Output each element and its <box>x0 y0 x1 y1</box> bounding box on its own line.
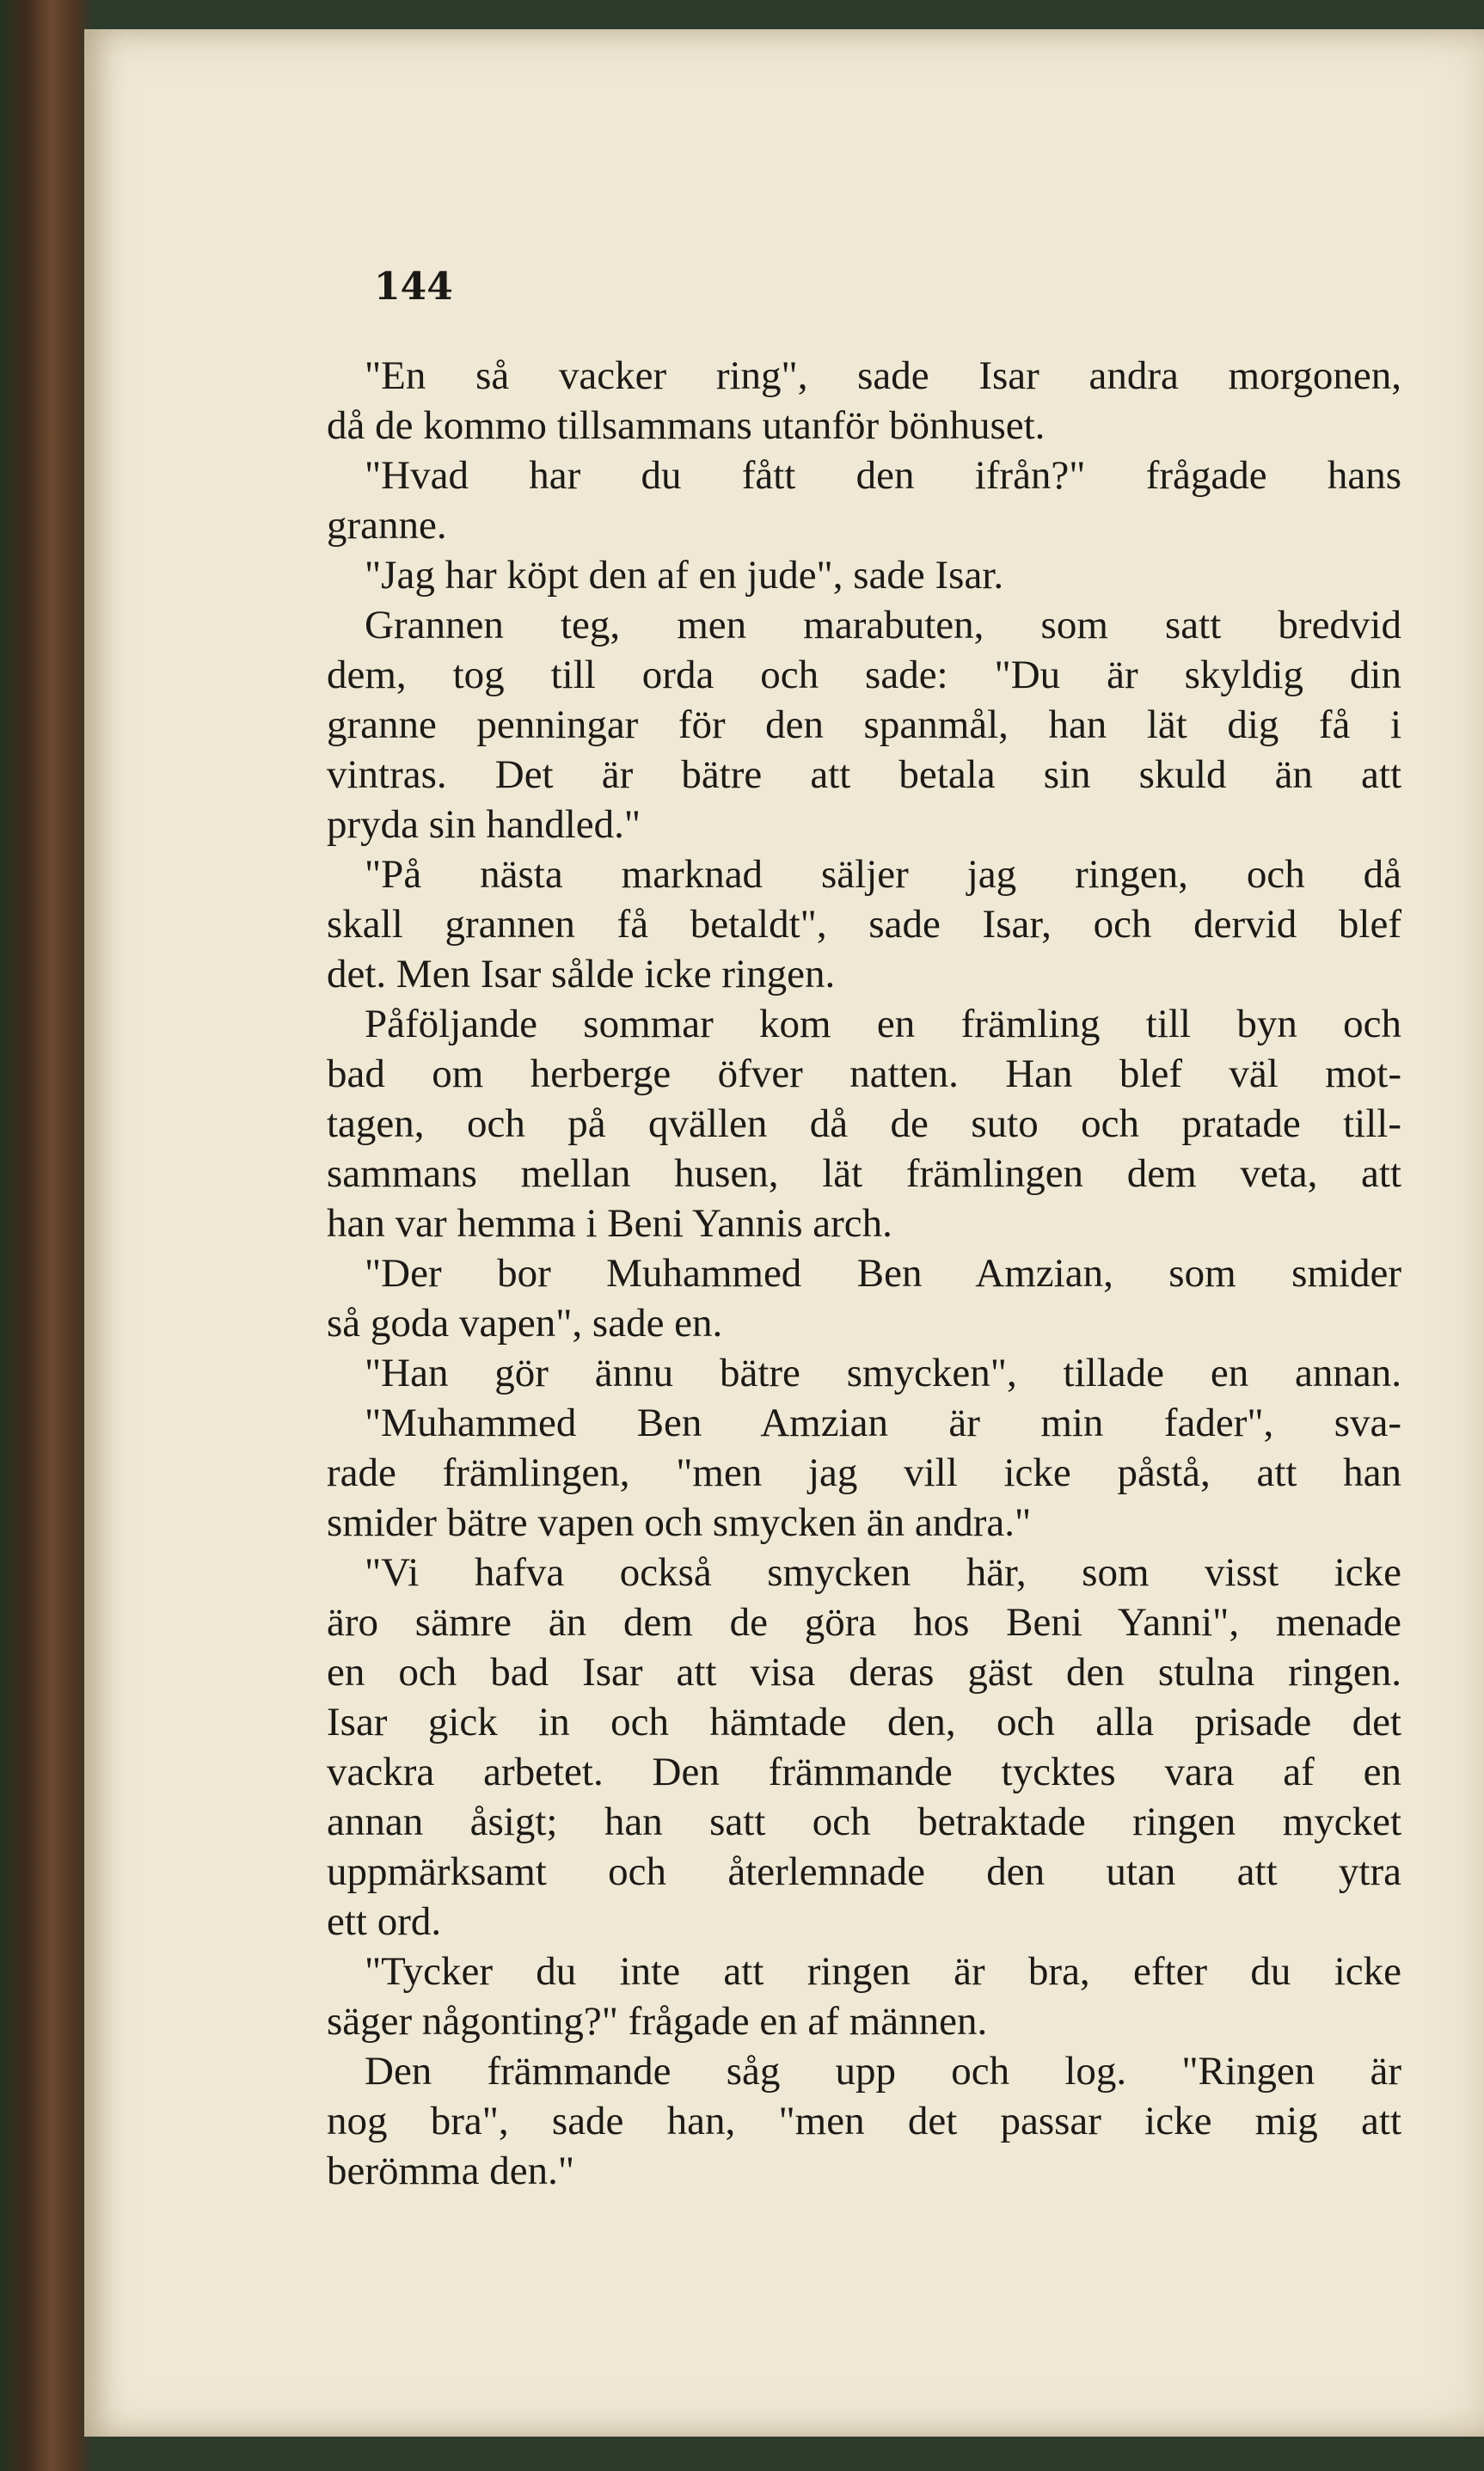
text-line: skall grannen få betaldt", sade Isar, och dervid blef <box>327 902 1401 947</box>
text-line: en och bad Isar att visa deras gäst den stulna ringen. <box>327 1650 1401 1695</box>
text-line: "Han gör ännu bätre smycken", tillade en annan. <box>365 1351 1401 1395</box>
text-line: ett ord. <box>327 1899 442 1944</box>
text-line: Den främmande såg upp och log. "Ringen är <box>365 2049 1401 2094</box>
text-line: tagen, och på qvällen då de suto och pratade till- <box>327 1101 1401 1146</box>
text-line: uppmärksamt och återlemnade den utan att ytra <box>327 1849 1401 1894</box>
page-number: 144 <box>374 265 453 309</box>
text-line: det. Men Isar sålde icke ringen. <box>327 952 836 996</box>
text-line: äro sämre än dem de göra hos Beni Yanni", menade <box>327 1600 1401 1645</box>
text-line: granne. <box>327 503 447 548</box>
text-line: "Vi hafva också smycken här, som visst icke <box>365 1550 1401 1595</box>
text-line: "På nästa marknad säljer jag ringen, och då <box>365 852 1401 897</box>
text-line: smider bätre vapen och smycken än andra." <box>327 1500 1032 1545</box>
text-line: då de kommo tillsammans utanför bönhuset. <box>327 403 1046 448</box>
text-line: berömma den." <box>327 2149 575 2193</box>
text-line: granne penningar för den spanmål, han lät dig få i <box>327 702 1401 747</box>
text-line: "Der bor Muhammed Ben Amzian, som smider <box>365 1251 1401 1296</box>
text-line: dem, tog till orda och sade: "Du är skyldig din <box>327 653 1401 697</box>
text-line: "Jag har köpt den af en jude", sade Isar. <box>365 553 1004 598</box>
text-line: Isar gick in och hämtade den, och alla prisade det <box>327 1700 1401 1744</box>
text-line: "En så vacker ring", sade Isar andra morgonen, <box>365 353 1401 398</box>
text-line: "Tycker du inte att ringen är bra, efter du icke <box>365 1949 1401 1994</box>
text-line: Grannen teg, men marabuten, som satt bredvid <box>365 603 1401 647</box>
text-line: vackra arbetet. Den främmande tycktes vara af en <box>327 1750 1401 1794</box>
text-line: nog bra", sade han, "men det passar icke mig att <box>327 2099 1401 2143</box>
text-line: pryda sin handled." <box>327 802 641 847</box>
text-line: vintras. Det är bätre att betala sin skuld än att <box>327 752 1401 797</box>
body-text <box>327 351 1401 2196</box>
text-line: han var hemma i Beni Yannis arch. <box>327 1201 892 1246</box>
text-line: sammans mellan husen, lät främlingen dem veta, att <box>327 1151 1401 1196</box>
text-line: "Muhammed Ben Amzian är min fader", sva- <box>365 1401 1401 1445</box>
text-line: annan åsigt; han satt och betraktade ringen mycket <box>327 1800 1401 1844</box>
text-line: Påföljande sommar kom en främling till byn och <box>365 1002 1401 1046</box>
text-line: "Hvad har du fått den ifrån?" frågade hans <box>365 453 1401 498</box>
text-line: så goda vapen", sade en. <box>327 1301 723 1346</box>
text-line: bad om herberge öfver natten. Han blef väl mot- <box>327 1052 1401 1096</box>
text-line: rade främlingen, "men jag vill icke påstå, att han <box>327 1450 1401 1495</box>
text-line: säger någonting?" frågade en af männen. <box>327 1999 988 2044</box>
